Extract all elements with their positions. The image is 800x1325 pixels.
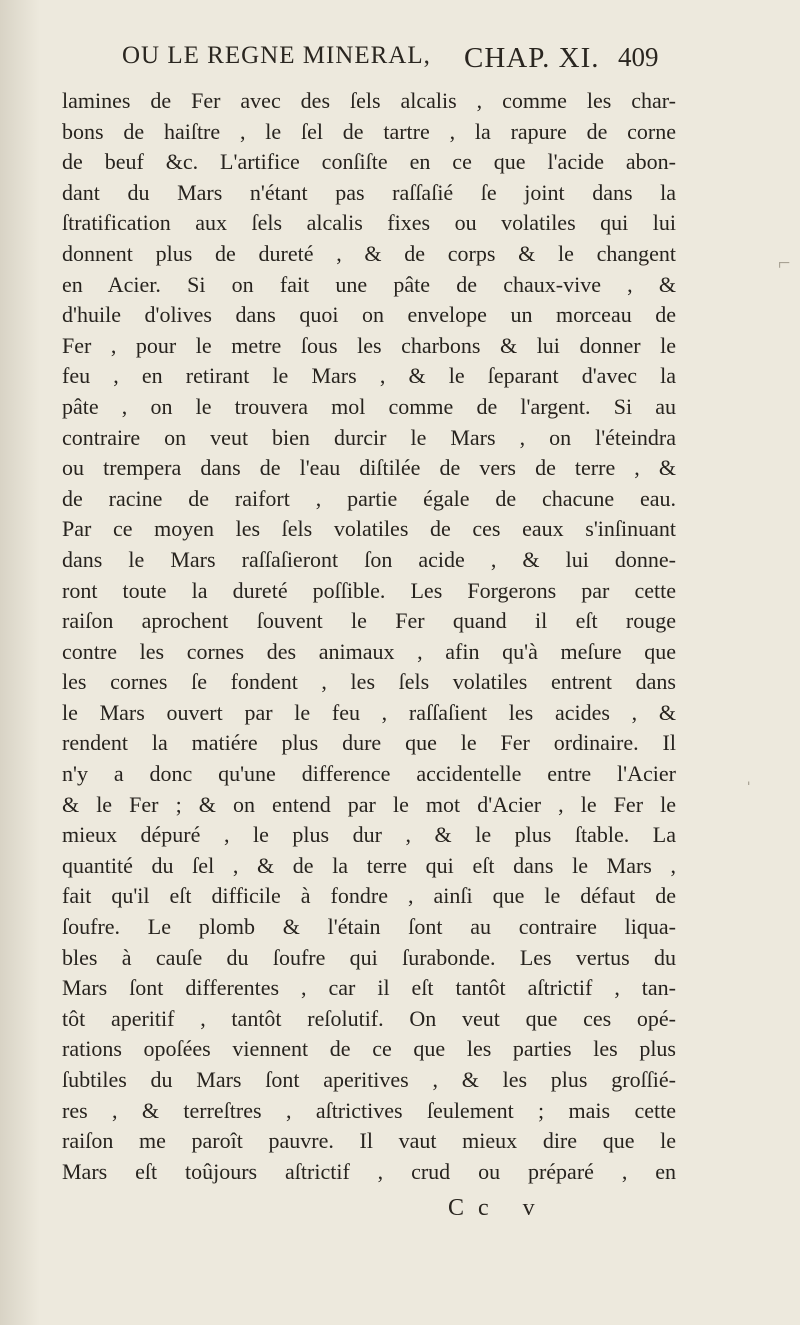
text-line: n'y a donc qu'une difference accidentelle entre l'Acier xyxy=(62,761,676,787)
text-line: Par ce moyen les ſels volatiles de ces eaux s'inſinuant xyxy=(62,516,676,542)
running-head-chapter: CHAP. XI. xyxy=(464,42,600,74)
text-line: bons de haiſtre , le ſel de tartre , la rapure de corne xyxy=(62,118,676,144)
text-line: rations opoſées viennent de ce que les parties les plus xyxy=(62,1036,676,1062)
margin-mark: ⌐ xyxy=(778,250,791,275)
text-line: lamines de Fer avec des ſels alcalis , comme les char- xyxy=(62,88,676,113)
text-line: bles à cauſe du ſoufre qui ſurabonde. Les vertus du xyxy=(62,944,676,970)
text-line: contre les cornes des animaux , afin qu'à meſure que xyxy=(62,638,676,664)
text-line: feu , en retirant le Mars , & le ſeparant d'avec la xyxy=(62,363,676,389)
text-line: ſoufre. Le plomb & l'étain ſont au contraire liqua- xyxy=(62,914,676,940)
running-head-title: OU LE REGNE MINERAL, xyxy=(122,42,431,69)
text-line: de beuf &c. L'artifice conſiſte en ce que l'acide abon- xyxy=(62,149,676,175)
text-line: mieux dépuré , le plus dur , & le plus ſtable. La xyxy=(62,822,676,848)
text-line: les cornes ſe fondent , les ſels volatiles entrent dans xyxy=(62,669,676,695)
text-line: ſubtiles du Mars ſont aperitives , & les plus groſſié- xyxy=(62,1067,676,1092)
text-line: res , & terreſtres , aſtrictives ſeulement ; mais cette xyxy=(62,1097,676,1123)
text-line: Fer , pour le metre ſous les charbons & lui donner le xyxy=(62,332,676,358)
text-line: quantité du ſel , & de la terre qui eſt dans le Mars , xyxy=(62,852,676,878)
text-line: ou trempera dans de l'eau diſtilée de vers de terre , & xyxy=(62,455,676,481)
text-line: & le Fer ; & on entend par le mot d'Acier , le Fer le xyxy=(62,791,676,817)
running-head xyxy=(120,42,710,82)
page-gutter-shadow xyxy=(0,0,40,1325)
text-line: d'huile d'olives dans quoi on envelope un morceau de xyxy=(62,302,676,328)
text-line: le Mars ouvert par le feu , raſſaſient les acides , & xyxy=(62,699,676,725)
text-line: contraire on veut bien durcir le Mars , on l'éteindra xyxy=(62,424,676,450)
text-line: dans le Mars raſſaſieront ſon acide , & lui donne- xyxy=(62,546,676,572)
text-line: Mars eſt toûjours aſtrictif , crud ou préparé , en xyxy=(62,1158,676,1184)
text-line: donnent plus de dureté , & de corps & le changent xyxy=(62,240,676,266)
signature-mark: Cc v xyxy=(448,1195,549,1221)
text-line: tôt aperitif , tantôt reſolutif. On veut que ces opé- xyxy=(62,1005,676,1031)
text-line: fait qu'il eſt difficile à fondre , ainſi que le défaut de xyxy=(62,883,676,909)
text-line: rendent la matiére plus dure que le Fer ordinaire. Il xyxy=(62,730,676,756)
text-line: ſtratification aux ſels alcalis fixes ou volatiles qui lui xyxy=(62,210,676,236)
margin-mark: ˌ xyxy=(745,760,753,785)
text-line: dant du Mars n'étant pas raſſaſié ſe joint dans la xyxy=(62,179,676,205)
body-text xyxy=(62,86,676,1187)
text-line: ront toute la dureté poſſible. Les Forgerons par cette xyxy=(62,577,676,603)
text-line: raiſon me paroît pauvre. Il vaut mieux dire que le xyxy=(62,1128,676,1154)
text-line: pâte , on le trouvera mol comme de l'argent. Si au xyxy=(62,393,676,419)
page-number: 409 xyxy=(618,42,659,72)
text-line: en Acier. Si on fait une pâte de chaux-vive , & xyxy=(62,271,676,297)
text-line: de racine de raifort , partie égale de chacune eau. xyxy=(62,485,676,511)
text-line: Mars ſont differentes , car il eſt tantôt aſtrictif , tan- xyxy=(62,975,676,1001)
text-line: raiſon aprochent ſouvent le Fer quand il eſt rouge xyxy=(62,608,676,634)
